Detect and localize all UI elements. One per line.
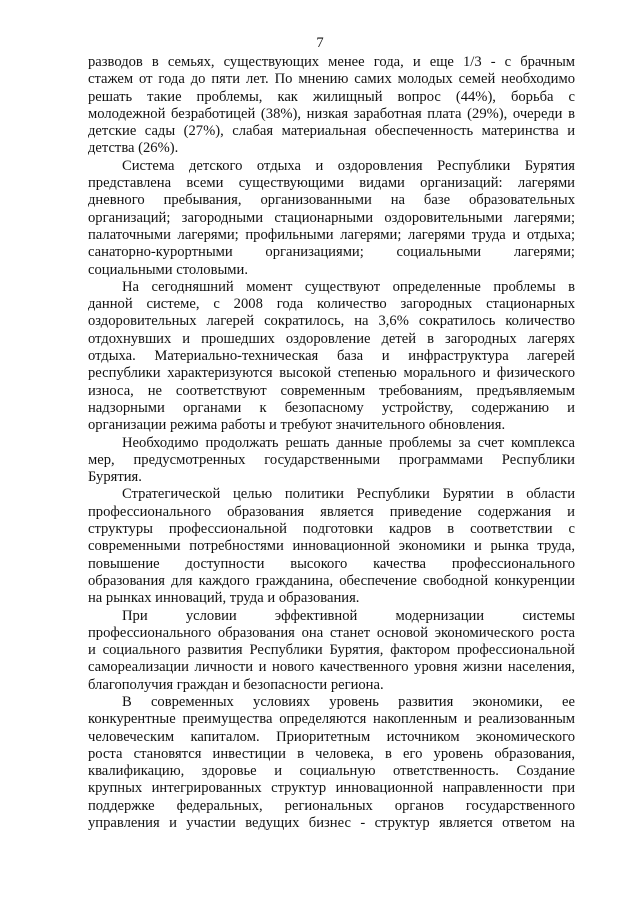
text-line: организации режима работы и требуют значительного обновления. [88,417,506,434]
page-body [88,54,575,832]
text-line: При условии эффективной модернизации системы [122,607,575,624]
text-line: оздоровительных лагерей сократилось, на 3,6% сократилось количество [88,313,575,330]
text-line: износа, не соответствуют современным требованиям, предъявляемым [88,382,575,399]
text-line: квалификацию, здоровье и социальную ответственность. Создание [88,763,575,780]
text-line: разводов в семьях, существующих менее года, и еще 1/3 - с брачным [88,54,575,70]
text-line: современными потребностями инновационной экономики и рынка труда, [88,538,575,555]
text-line: на рынках инноваций, труда и образования. [88,590,360,607]
text-line: молодежной безработицей (38%), низкая заработная плата (29%), очереди в [88,105,575,122]
text-line: и социального развития Республики Бурятия, фактором профессиональной [88,642,575,659]
paragraph [88,158,575,279]
text-line: представлена всеми существующими видами организаций: лагерями [88,175,575,192]
text-line: детства (26%). [88,140,179,157]
paragraph [88,435,575,487]
text-line: организаций; загородными стационарными оздоровительными лагерями; [88,209,575,226]
text-line: Стратегической целью политики Республики Бурятии в области [122,486,575,503]
text-line: На сегодняшний момент существуют определенные проблемы в [122,278,575,295]
text-line: палаточными лагерями; профильными лагерями; лагерями труда и отдыха; [88,226,575,243]
text-line: детские сады (27%), слабая материальная обеспеченность материнства и [88,123,575,140]
text-line: человеческим капиталом. Приоритетным источником экономического [88,728,575,745]
text-line: данной системе, с 2008 года количество загородных стационарных [88,296,575,313]
text-line: В современных условиях уровень развития экономики, ее [122,693,575,710]
text-line: структуры профессиональной подготовки кадров в соответствии с [88,521,575,538]
text-line: Бурятия. [88,469,142,486]
text-line: Необходимо продолжать решать данные проблемы за счет комплекса [122,434,575,451]
text-line: республики характеризуются высокой степенью морального и физического [88,365,575,382]
text-line: стажем от года до пяти лет. По мнению самих молодых семей необходимо [88,71,575,88]
text-line: профессионального образования она станет основой экономического роста [88,624,575,641]
paragraph [88,279,575,435]
text-line: дневного пребывания, организованными на базе образовательных [88,192,575,209]
paragraph [88,608,575,694]
text-line: решать такие проблемы, как жилищный вопрос (44%), борьба с [88,88,575,105]
text-line: профессионального образования является приведение содержания и [88,503,575,520]
text-line: самореализации личности и нового качественного уровня жизни населения, [88,659,575,676]
text-line: образования для каждого гражданина, обеспечение свободной конкуренции [88,572,575,589]
text-line: конкурентные преимущества определяются накопленным и реализованным [88,711,575,728]
text-line: повышение доступности высокого качества профессионального [88,555,575,572]
text-line: благополучия граждан и безопасности региона. [88,676,384,693]
text-line: роста становятся инвестиции в человека, в его уровень образования, [88,745,575,762]
text-line: управления и участии ведущих бизнес - структур является ответом на [88,815,575,832]
text-line: крупных интегрированных структур инновационной направленности при [88,780,575,797]
paragraph [88,486,575,607]
paragraph [88,694,575,832]
text-line: Система детского отдыха и оздоровления Республики Бурятия [122,157,575,174]
text-line: социальными столовыми. [88,261,248,278]
text-line: отдыха. Материально-техническая база и инфраструктура лагерей [88,348,575,365]
text-line: поддержке федеральных, региональных органов государственного [88,797,575,814]
text-line: мер, предусмотренных государственными программами Республики [88,451,575,468]
paragraph [88,54,575,158]
text-line: санаторно-курортными организациями; социальными лагерями; [88,244,575,261]
text-line: отдохнувших и прошедших оздоровление детей в загородных лагерях [88,330,575,347]
text-line: надзорными органами к безопасному устройству, содержанию и [88,399,575,416]
page-number: 7 [316,35,324,51]
